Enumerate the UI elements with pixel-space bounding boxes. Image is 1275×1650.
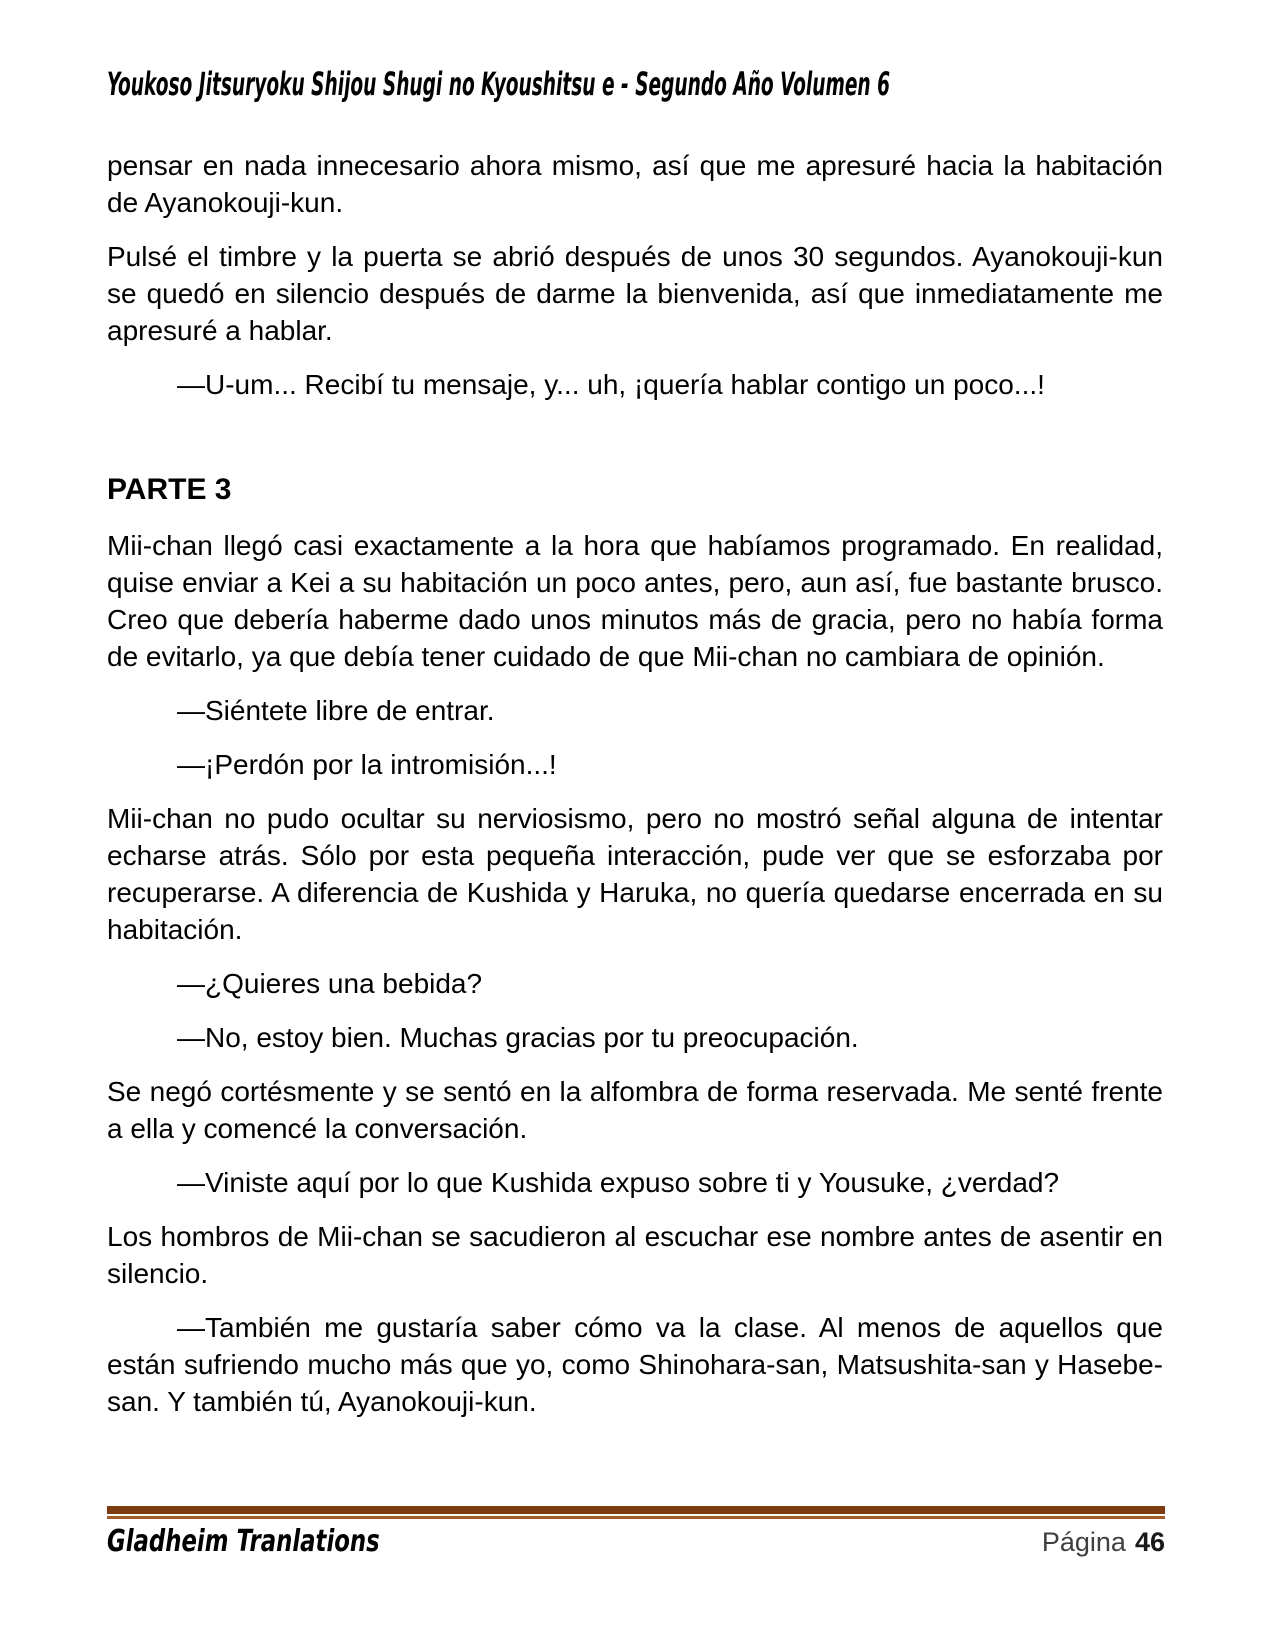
dialogue-line: —Viniste aquí por lo que Kushida expuso sobre ti y Yousuke, ¿verdad? bbox=[177, 1167, 1060, 1198]
paragraph: Pulsé el timbre y la puerta se abrió después de unos 30 segundos. Ayanokouji-kun se quedó en silencio después de darme la bienvenida, así que inmediatamente me apresuré a hablar. bbox=[107, 241, 1163, 346]
dialogue-line: —También me gustaría saber cómo va la clase. Al menos de aquellos que están sufriendo mucho más que yo, como Shinohara-san, Matsushita-san y Hasebe-san. Y también tú, Ayanokouji-kun. bbox=[107, 1312, 1163, 1417]
dialogue-line: —No, estoy bien. Muchas gracias por tu preocupación. bbox=[177, 1022, 859, 1053]
paragraph: Mii-chan no pudo ocultar su nerviosismo, pero no mostró señal alguna de intentar echarse atrás. Sólo por esta pequeña interacción, pude ver que se esforzaba por recuperarse. A diferencia de Kushida y Haruka, no quería quedarse encerrada en su habitación. bbox=[107, 803, 1163, 945]
footer-brand-text: Gladheim Tranlations bbox=[107, 1524, 380, 1559]
page-header bbox=[107, 62, 1163, 113]
paragraph: Se negó cortésmente y se sentó en la alfombra de forma reservada. Me senté frente a ella y comencé la conversación. bbox=[107, 1076, 1163, 1144]
footer-brand bbox=[107, 1522, 466, 1567]
page-number bbox=[1042, 1522, 1165, 1562]
footer-rule-thin bbox=[107, 1516, 1165, 1519]
header-title: Youkoso Jitsuryoku Shijou Shugi no Kyoushitsu e - Segundo Año Volumen 6 bbox=[107, 65, 890, 103]
paragraph: Los hombros de Mii-chan se sacudieron al escuchar ese nombre antes de asentir en silencio. bbox=[107, 1221, 1163, 1289]
page-number-value: 46 bbox=[1134, 1527, 1165, 1557]
dialogue-line: —¿Quieres una bebida? bbox=[177, 968, 483, 999]
dialogue-line: —Siéntete libre de entrar. bbox=[177, 695, 495, 726]
section-heading: PARTE 3 bbox=[107, 473, 232, 506]
dialogue-line: —¡Perdón por la intromisión...! bbox=[177, 749, 557, 780]
footer-row bbox=[107, 1522, 1165, 1567]
page-number-label: Página bbox=[1041, 1527, 1126, 1557]
dialogue-line: —U-um... Recibí tu mensaje, y... uh, ¡quería hablar contigo un poco...! bbox=[177, 369, 1045, 400]
footer-rule-thick bbox=[107, 1506, 1165, 1514]
page-footer bbox=[107, 1506, 1165, 1567]
paragraph: Mii-chan llegó casi exactamente a la hora que habíamos programado. En realidad, quise enviar a Kei a su habitación un poco antes, pero, aun así, fue bastante brusco. Creo que debería haberme dado unos minutos más de gracia, pero no había forma de evitarlo, ya que debía tener cuidado de que Mii-chan no cambiara de opinión. bbox=[107, 530, 1163, 672]
paragraph: pensar en nada innecesario ahora mismo, así que me apresuré hacia la habitación de Ayanokouji-kun. bbox=[107, 150, 1163, 218]
page-body bbox=[107, 147, 1163, 1420]
